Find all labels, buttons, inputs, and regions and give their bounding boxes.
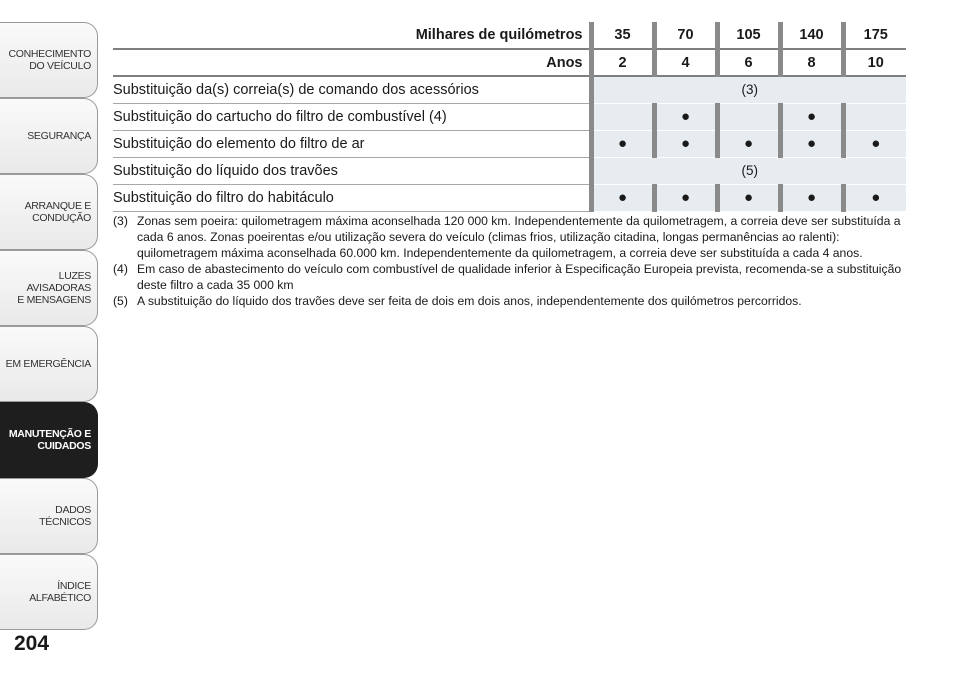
footnote — [113, 213, 908, 261]
interval-cell: ● — [654, 184, 717, 211]
interval-cell: ● — [654, 130, 717, 157]
interval-cell — [843, 103, 906, 130]
footnote-mark: (5) — [113, 294, 128, 308]
tab-label-line2: CONDUÇÃO — [32, 212, 91, 224]
footnotes — [113, 213, 908, 309]
table-row — [113, 130, 906, 157]
interval-cell: ● — [780, 103, 843, 130]
interval-cell: ● — [717, 184, 780, 211]
span-note-ref: (5) — [591, 157, 906, 184]
header-km-label: Milhares de quilómetros — [113, 22, 591, 49]
interval-cell — [717, 103, 780, 130]
tab-dados-tecnicos[interactable] — [0, 478, 98, 554]
header-row-km — [113, 22, 906, 49]
header-km-value: 70 — [654, 22, 717, 49]
interval-cell: ● — [591, 130, 654, 157]
table-row — [113, 157, 906, 184]
header-years-value: 6 — [717, 49, 780, 76]
tab-em-emergencia[interactable] — [0, 326, 98, 402]
interval-cell: ● — [780, 184, 843, 211]
footnote-mark: (4) — [113, 262, 128, 276]
tab-arranque-e-conducao[interactable] — [0, 174, 98, 250]
table-row — [113, 76, 906, 103]
footnote-text: A substituição do líquido dos travões deve ser feita de dois em dois anos, independentemente dos quilómetros percorridos. — [137, 294, 802, 308]
maintenance-table — [113, 22, 906, 212]
tab-label-line1: MANUTENÇÃO E — [8, 428, 91, 440]
interval-cell: ● — [780, 130, 843, 157]
tab-label-line1: ÍNDICE ALFABÉTICO — [29, 580, 91, 604]
footnote — [113, 293, 908, 309]
footnote-text: Zonas sem poeira: quilometragem máxima aconselhada 120 000 km. Independentemente da quilometragem, a correia deve ser substituída a cada 6 anos. Zonas poeirentas e/ou utilização severa do veículo (climas frios, utilização citadina, longas permanências ao ralenti): quilometragem máxima aconselhada 60.000 km. Independentemente da quilometragem, a correia deve ser substituída a cada 4 anos. — [137, 214, 901, 260]
tab-manutencao-e-cuidados[interactable] — [0, 402, 98, 478]
header-years-value: 4 — [654, 49, 717, 76]
header-years-value: 2 — [591, 49, 654, 76]
row-label: Substituição do líquido dos travões — [113, 157, 591, 184]
row-label: Substituição do elemento do filtro de ar — [113, 130, 591, 157]
tab-label-line2: CUIDADOS — [37, 440, 91, 452]
tab-label-line1: LUZES AVISADORAS — [26, 270, 91, 294]
tab-conhecimento-do-veiculo[interactable] — [0, 22, 98, 98]
tab-label-line1: SEGURANÇA — [27, 130, 91, 142]
interval-cell — [591, 103, 654, 130]
table-row — [113, 184, 906, 211]
page-number: 204 — [14, 632, 50, 655]
interval-cell: ● — [843, 184, 906, 211]
header-years-label: Anos — [113, 49, 591, 76]
row-label: Substituição do cartucho do filtro de combustível (4) — [113, 103, 591, 130]
header-row-years — [113, 49, 906, 76]
footnote — [113, 261, 908, 293]
span-note-ref: (3) — [591, 76, 906, 103]
header-years-value: 10 — [843, 49, 906, 76]
header-years-value: 8 — [780, 49, 843, 76]
tab-label-line1: DADOS TÉCNICOS — [39, 504, 91, 528]
tab-luzes-avisadoras[interactable] — [0, 250, 98, 326]
tab-indice-alfabetico[interactable] — [0, 554, 98, 630]
tab-label-line1: ARRANQUE E — [24, 200, 91, 212]
footnote-text: Em caso de abastecimento do veículo com combustível de qualidade inferior à Especificação Europeia prevista, recomenda-se a substituição deste filtro a cada 35 000 km — [137, 262, 902, 292]
interval-cell: ● — [591, 184, 654, 211]
tab-seguranca[interactable] — [0, 98, 98, 174]
interval-cell: ● — [843, 130, 906, 157]
header-km-value: 140 — [780, 22, 843, 49]
row-label: Substituição da(s) correia(s) de comando dos acessórios — [113, 76, 591, 103]
interval-cell: ● — [654, 103, 717, 130]
header-km-value: 175 — [843, 22, 906, 49]
table-row — [113, 103, 906, 130]
row-label: Substituição do filtro do habitáculo — [113, 184, 591, 211]
interval-cell: ● — [717, 130, 780, 157]
tab-label-line1: EM EMERGÊNCIA — [5, 358, 91, 370]
header-km-value: 35 — [591, 22, 654, 49]
header-km-value: 105 — [717, 22, 780, 49]
footnote-mark: (3) — [113, 214, 128, 228]
tab-label-line1: CONHECIMENTO — [8, 48, 91, 60]
tab-label-line2: DO VEÍCULO — [29, 60, 91, 72]
tab-label-line2: E MENSAGENS — [17, 294, 91, 306]
